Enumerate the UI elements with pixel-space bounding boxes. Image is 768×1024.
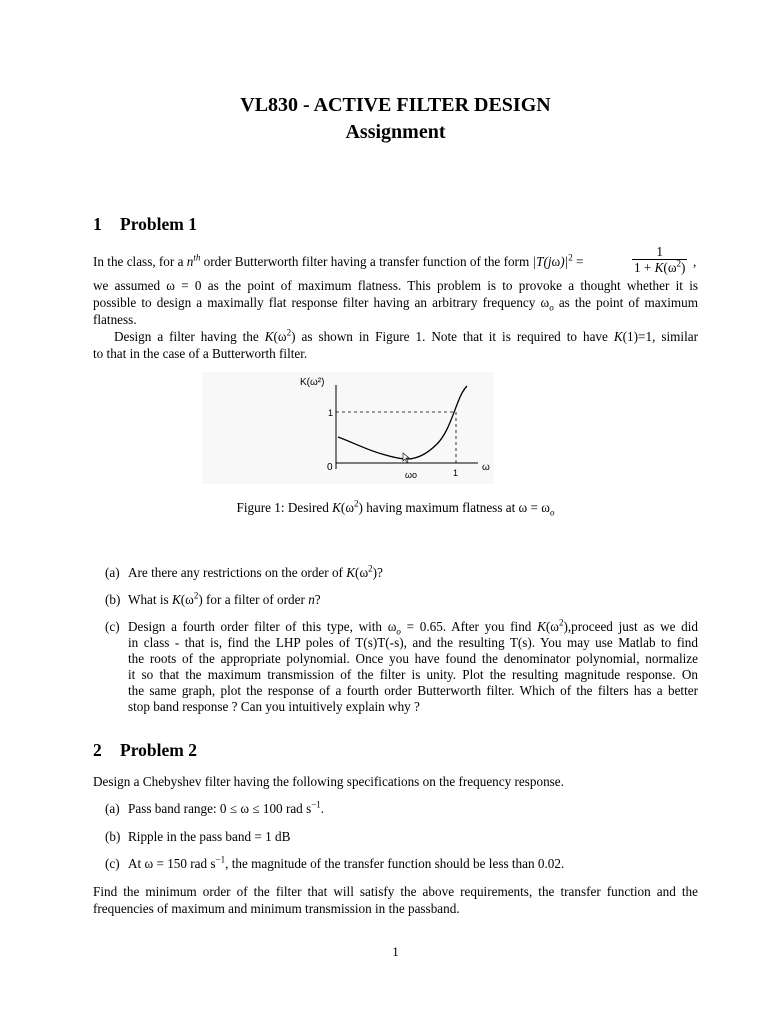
problem2-item-a: (a) Pass band range: 0 ≤ ω ≤ 100 rad $s^{-1}$. — [105, 799, 325, 816]
problem1-intro-line-1: In the class, for a $n^{th}$ order Butterworth filter having a transfer function of the form $|T(j\omega)|^2$ = $\frac{1}{1 + K(\omega^2)}$ , — [93, 244, 697, 275]
problem1-item-a: (a) Are there any restrictions on the order of $K(\omega^2)$? — [105, 563, 383, 580]
problem1-intro-line-3: possible to design a maximally flat response filter having an arbitrary frequency $\omega_o$ as the point of maximum — [93, 295, 698, 313]
problem1-intro-line-4: flatness. — [93, 312, 137, 327]
section-number: 2 — [93, 740, 102, 760]
section-title: Problem 1 — [120, 214, 197, 234]
figure-1 — [202, 372, 494, 484]
title-line-2: Assignment — [345, 121, 446, 143]
problem2-intro: Design a Chebyshev filter having the following specifications on the frequency response. — [93, 774, 564, 789]
problem1-item-b: (b) What is $K(\omega^2)$ for a filter of order n? — [105, 590, 321, 607]
problem1-design-line-1: Design a filter having the $K(\omega^2)$ as shown in Figure 1. Note that it is required to have K(1)=1, similar — [114, 327, 698, 344]
k-omega-plot — [202, 372, 494, 484]
problem1-design-line-2: to that in the case of a Butterworth filter. — [93, 346, 308, 361]
section-heading-problem-2 — [93, 740, 197, 761]
section-number: 1 — [93, 214, 102, 234]
origin-label: 0 — [327, 462, 333, 473]
title-line-1: VL830 - ACTIVE FILTER DESIGN — [240, 94, 551, 116]
section-title: Problem 2 — [120, 740, 197, 760]
x-axis-label: ω — [482, 462, 490, 473]
figure-1-caption: Figure 1: Desired $K(\omega^2)$ having maximum flatness at $\omega = \omega_o$ — [236, 498, 555, 518]
x-tick-omega-o: ωo — [405, 470, 418, 480]
y-axis-label: K(ω²) — [300, 377, 325, 388]
problem2-item-c: (c) At ω = 150 rad $s^{-1}$, the magnitude of the transfer function should be less than 0.02. — [105, 854, 565, 871]
transfer-function-fraction: $\frac{1}{1 + K(\omega^2)}$ — [634, 244, 686, 275]
problem1-intro-line-2: we assumed ω = 0 as the point of maximum flatness. This problem is to provoke a thought whether it is — [93, 278, 698, 293]
plot-background — [202, 372, 494, 484]
problem1-item-c: (c) Design a fourth order filter of this type, with $\omega_o = 0.65$. After you find $K(\omega^2),proceed$ just as we did in class - that is, find the LHP poles of T(s)T(-s), and the resulting T(s). You may use Matlab to find the roots of the appropriate polynomial. Once you have found the denominator polynomial, normalize it so that the maximum transmission of the filter is unity. Plot the resulting magnitude response. On the same graph, plot the response of a fourth order Butterworth filter. Which of the filters has a better stop band response ? Can you intuitively explain why ? — [105, 617, 698, 714]
problem2-item-b: (b) Ripple in the pass band = 1 dB — [105, 829, 291, 844]
x-tick-1: 1 — [453, 468, 459, 478]
problem2-closing-line-2: frequencies of maximum and minimum transmission in the passband. — [93, 901, 460, 916]
section-heading-problem-1 — [93, 214, 197, 235]
document-title — [93, 92, 698, 146]
problem2-closing-line-1: Find the minimum order of the filter that will satisfy the above requirements, the transfer function and the — [93, 884, 698, 899]
y-tick-1: 1 — [328, 408, 334, 418]
page-number: 1 — [392, 944, 399, 959]
